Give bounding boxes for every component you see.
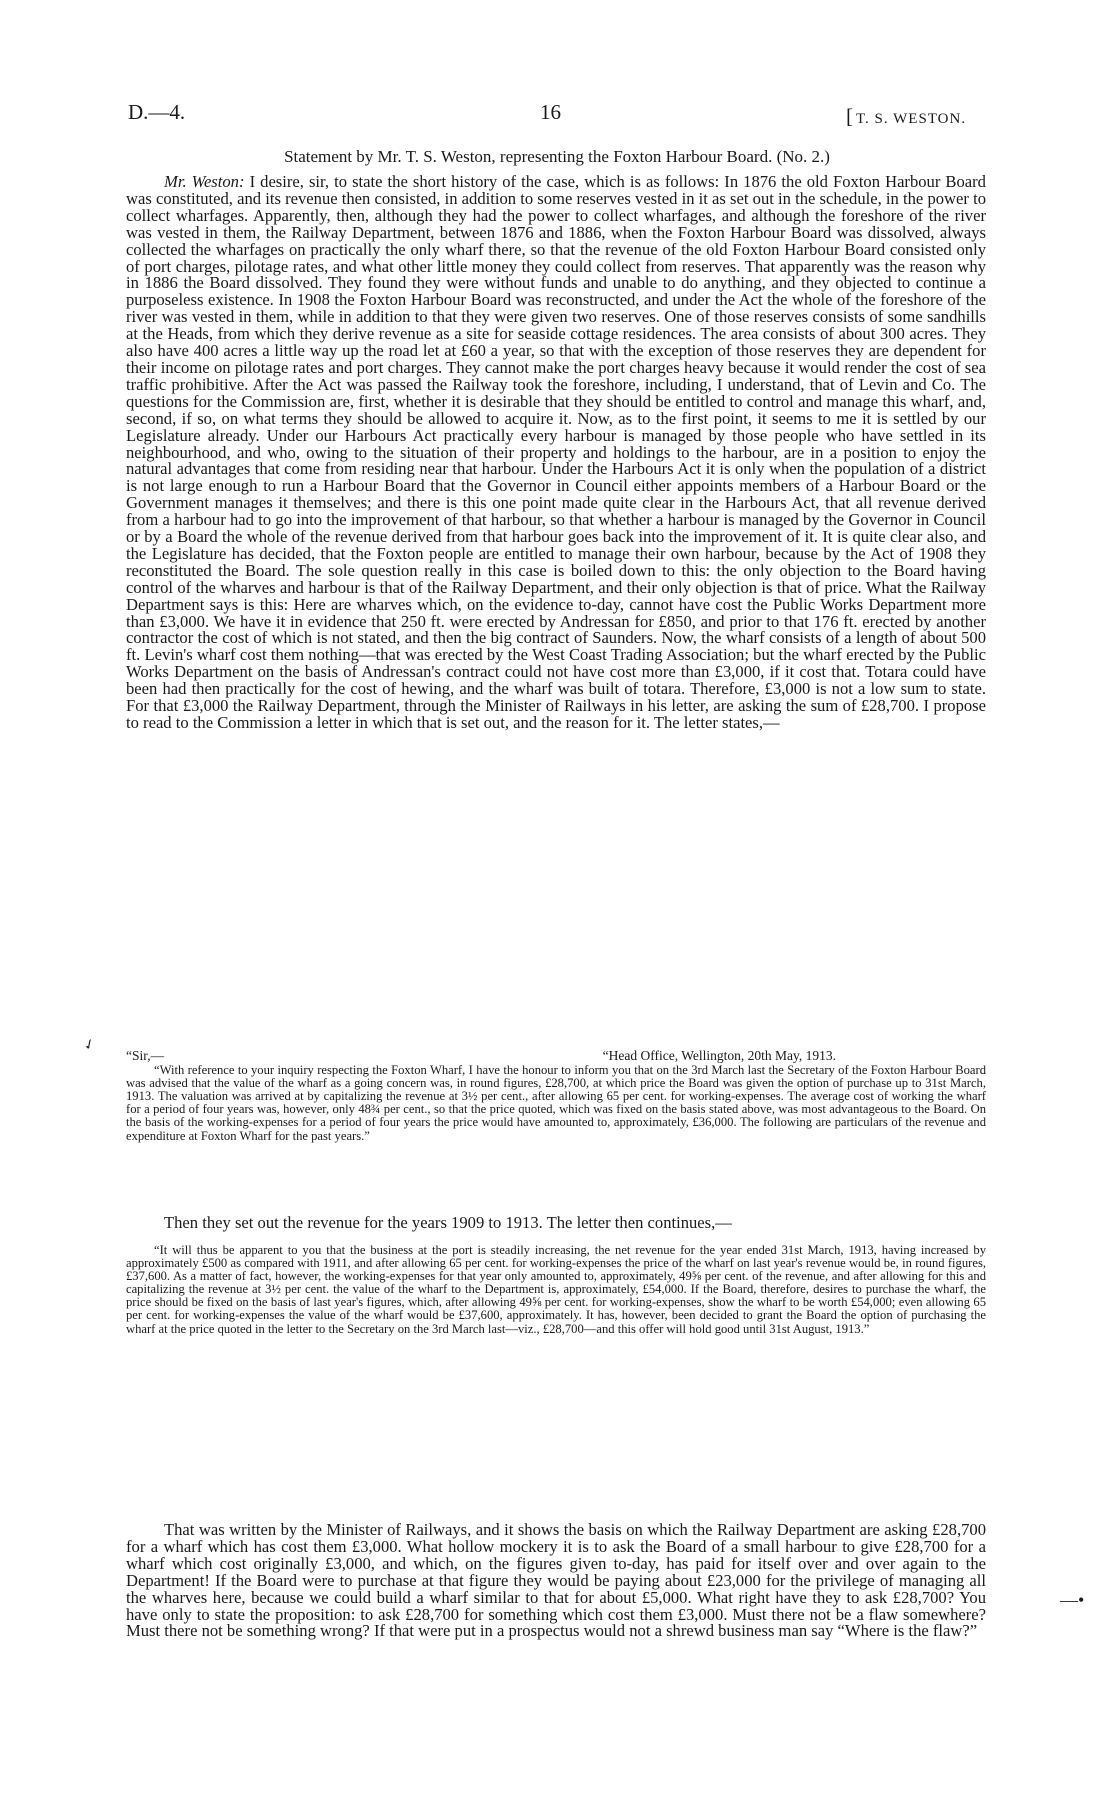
margin-mark-icon: ✓ bbox=[81, 1036, 99, 1055]
statement-paragraph-5: That was written by the Minister of Railways, and it shows the basis on which the Railway Department are asking £28,700 for a wharf which has cost them £3,000. What hollow mockery it is to ask the Board of a small harbour to give £28,700 for a wharf which cost originally £3,000, and which, on the figures given to-day, has paid for itself over and over again to the Department! If the Board were to purchase at that figure they would be paying about £23,000 for the privilege of managing all the wharves here, because we could build a wharf similar to that for about £5,000. What right have they to ask £28,700? You have only to state the proposition: to ask £28,700 for something which cost them £3,000. Must there not be a flaw somewhere? Must there not be something wrong? If that were put in a prospectus would not a shrewd business man say “Where is the flaw?” bbox=[126, 1520, 986, 1641]
margin-arrow-icon: —• bbox=[1060, 1590, 1085, 1610]
paragraph-text: I desire, sir, to state the short history of the case, which is as follows: In 1876 the old Foxton Harbour Board was constituted, and its revenue then consisted, in addition to some reserves vested in it as set out in the schedule, in the power to collect wharfages. Apparently, then, although they had the power to collect wharfages, and although the foreshore of the river was vested in them, the Railway Department, between 1876 and 1886, when the Foxton Harbour Board was dissolved, always collected the wharfages on practically the only wharf there, so that the revenue of the old Foxton Harbour Board consisted only of port charges, pilotage rates, and what other little money they could collect from reserves. That apparently was the reason why in 1886 the Board dissolved. They found they were without funds and unable to do anything, and they objected to continue a purposeless existence. In 1908 the Foxton Harbour Board was reconstructed, and under the Act the whole of the foreshore of the river was vested in them, while in addition to that they were given two reserves. One of those reserves consists of some sandhills at the Heads, from which they derive revenue as a site for seaside cottage residences. The area consists of about 300 acres. They also have 400 acres a little way up the road let at £60 a year, so that with the exception of those reserves they are dependent for their income on pilotage rates and port charges. They cannot make the port charges heavy because it would render the cost of sea traffic prohibitive. After the Act was passed the Railway took the foreshore, including, I understand, that of Levin and Co. The questions for the Commission are, first, whether it is desirable that they should be entitled to control and manage this wharf, and, second, if so, on what terms they should be allowed to acquire it. Now, as to the first point, it seems to me it is settled by our Legislature already. Under our Harbours Act practically every harbour is managed by those people who have settled in its neighbourhood, and who, owing to the situation of their property and holdings to the harbour, are in a position to enjoy the natural advantages that come from residing near that harbour. Under the Harbours Act it is only when the population of a district is not large enough to run a Harbour Board that the Governor in Council either appoints members of a Harbour Board or the Government manages it themselves; and there is this one point made quite clear in the Harbours Act, that all revenue derived from a harbour had to go into the improvement of that harbour, so that whether a harbour is managed by the Governor in Council or by a Board the whole of the revenue derived from that harbour goes back into the improvement of it. It is quite clear also, and the Legislature has decided, that the Foxton people are entitled to manage their own harbour, because by the Act of 1908 they reconstituted the Board. The sole question really in this case is boiled down to this: the only objection to the Board having control of the wharves and harbour is that of the Railway Department, and their only objection is that of price. What the Railway Department says is this: Here are wharves which, on the evidence to-day, cannot have cost the Public Works Department more than £3,000. We have it in evidence that 250 ft. were erected by Andressan for £850, and prior to that 176 ft. erected by another contractor the cost of which is not stated, and then the big contract of Saunders. Now, the wharf consists of a length of about 500 ft. Levin's wharf cost them nothing—that was erected by the West Coast Trading Association; but the wharf erected by the Public Works Department on the basis of Andressan's contract could not have cost more than £3,000, if it cost that. Totara could have been had then practically for the cost of hewing, and the wharf was built of totara. Therefore, £3,000 is not a low sum to state. For that £3,000 the Railway Department, through the Minister of Railways in his letter, are asking the sum of £28,700. I propose to read to the Commission a letter in which that is set out, and the reason for it. The letter states,— bbox=[126, 172, 986, 732]
letter-dateline: “Head Office, Wellington, 20th May, 1913. bbox=[602, 1048, 836, 1063]
quoted-letter-2 bbox=[126, 1244, 986, 1336]
letter-salutation: “Sir,— bbox=[126, 1048, 165, 1063]
statement-paragraph-1 bbox=[126, 174, 986, 732]
running-head: [ T. S. WESTON. bbox=[846, 104, 967, 128]
document-code: D.—4. bbox=[128, 100, 186, 124]
speaker-label: Mr. Weston: bbox=[164, 172, 245, 191]
letter-body: “It will thus be apparent to you that the business at the port is steadily increasing, the net revenue for the year ended 31st March, 1913, having increased by approximately £500 as compared with 1911, and after allowing 65 per cent. for working-expenses the price of the wharf on last year's revenue would be, in round figures, £37,600. As a matter of fact, however, the working-expenses for that year only amounted to, approximately, 49⅝ per cent. of the revenue, and after allowing for this and capitalizing the revenue at 3½ per cent. the value of the wharf to the Department is, approximately, £54,000. If the Board, therefore, desires to purchase the wharf, the price should be fixed on the basis of last year's figures, which, after allowing 49⅝ per cent. for working-expenses, show the wharf to be worth £54,000; even allowing 65 per cent. for working-expenses the value of the wharf would be £37,600, approximately. It has, however, been decided to grant the Board the option of purchasing the wharf at the price quoted in the letter to the Secretary on the 3rd March last—viz., £28,700—and this offer will hold good until 31st August, 1913.” bbox=[126, 1243, 986, 1336]
letter-body: “With reference to your inquiry respecting the Foxton Wharf, I have the honour to inform you that on the 3rd March last the Secretary of the Foxton Harbour Board was advised that the value of the wharf as a going concern was, in round figures, £28,700, at which price the Board was given the option of purchase up to 31st March, 1913. The valuation was arrived at by capitalizing the revenue at 3½ per cent., after allowing 65 per cent. for working-expenses. The average cost of working the wharf for a period of four years was, however, only 48¾ per cent., so that the price quoted, which was fixed on the basis stated above, was most advantageous to the Board. On the basis of the working-expenses for a period of four years the price would have amounted to, approximately, £36,000. The following are particulars of the revenue and expenditure at Foxton Wharf for the past years.” bbox=[126, 1063, 986, 1143]
quoted-letter-1 bbox=[126, 1049, 986, 1143]
page-number: 16 bbox=[540, 100, 561, 124]
statement-paragraph-3: Then they set out the revenue for the years 1909 to 1913. The letter then continues,— bbox=[164, 1213, 732, 1232]
statement-title: Statement by Mr. T. S. Weston, representing the Foxton Harbour Board. (No. 2.) bbox=[284, 147, 830, 166]
